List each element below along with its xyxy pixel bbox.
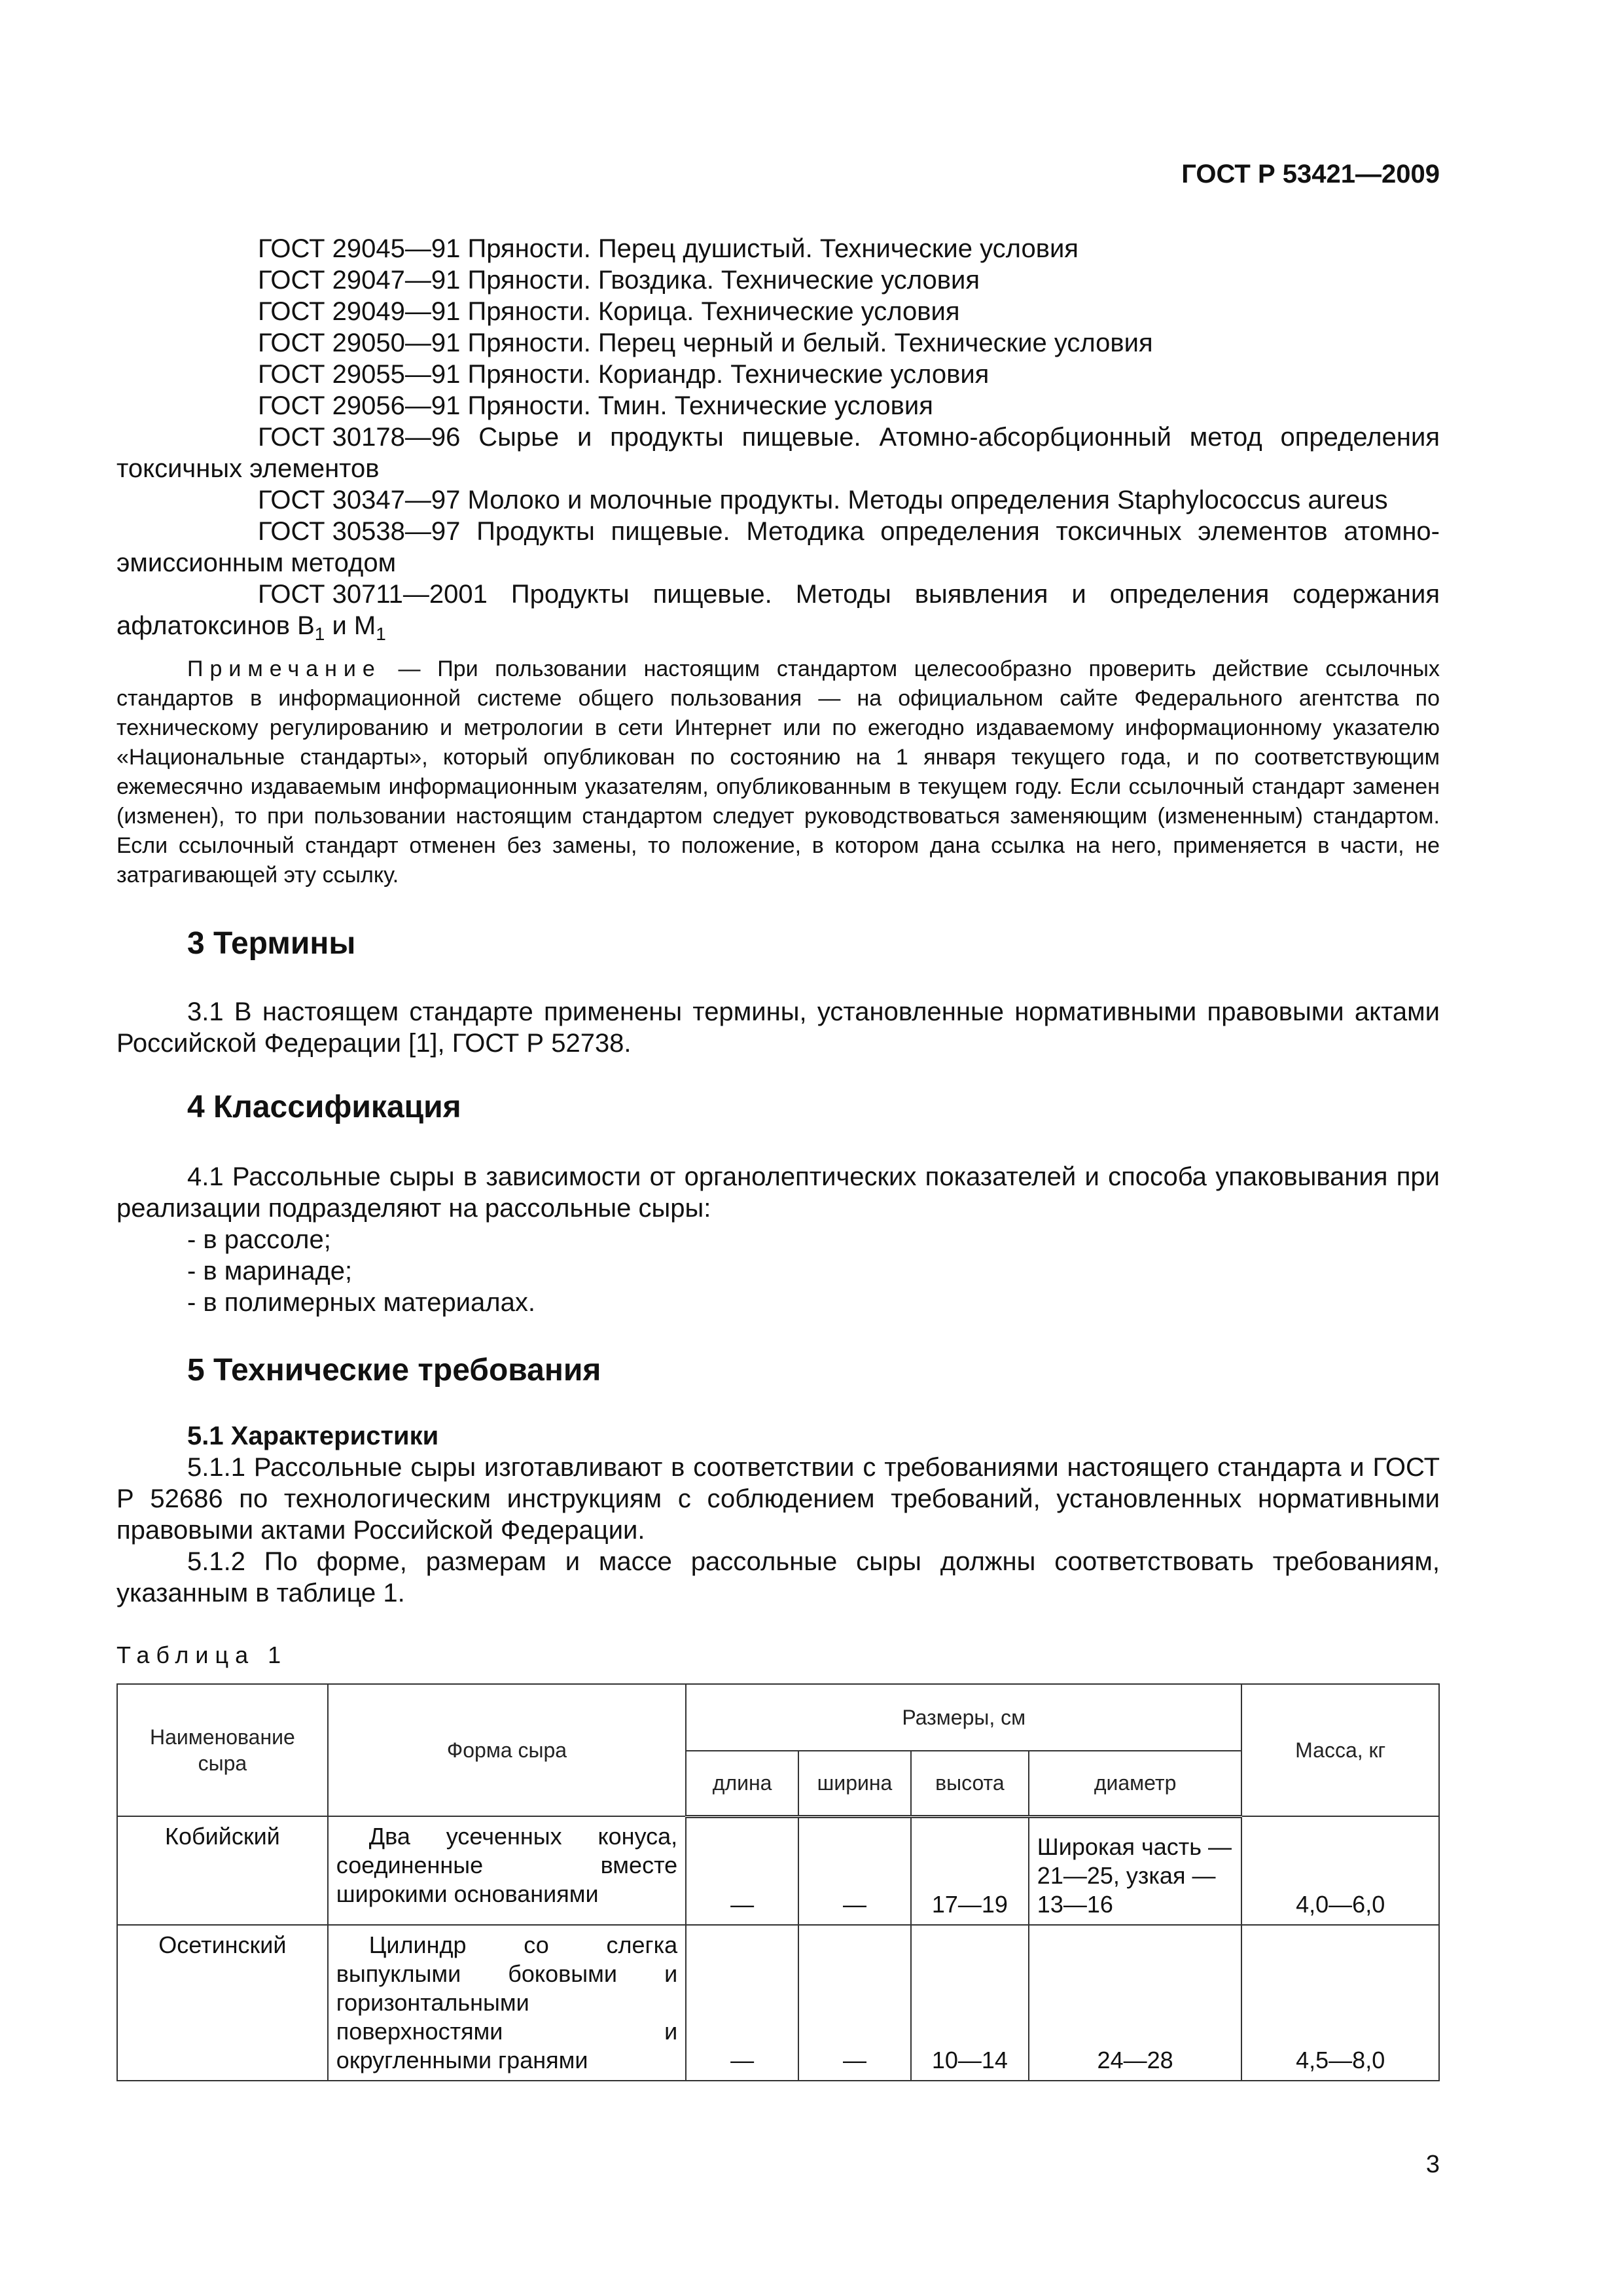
paragraph-5-1-2: 5.1.2 По форме, размерам и массе рассольные сыры должны соответствовать требованиям, указанным в таблице 1. [116, 1547, 1440, 1607]
cell-shape: Два усеченных конуса, соединенные вместе широкими основаниями [328, 1816, 686, 1925]
list-item: - в полимерных материалах. [187, 1288, 535, 1317]
header-cheese-shape: Форма сыра [328, 1684, 686, 1816]
cell-width: — [798, 1925, 911, 2081]
paragraph-4-1: 4.1 Рассольные сыры в зависимости от органолептических показателей и способа упаковывания при реализации подразделяют на рассольные сыры: [116, 1162, 1440, 1223]
note-text: — При пользовании настоящим стандартом целесообразно проверить действие ссылочных стандартов в информационной системе общего пользования — на официальном сайте Федерального агентства по техническому регулированию и метрологии в сети Интернет или по ежегодно издаваемому информационному указателю «Национальные стандарты», который опубликован по состоянию на 1 января текущего года, и по соответствующим ежемесячно издаваемым информационным указателям, опубликованным в текущем году. Если ссылочный стандарт заменен (изменен), то при пользовании настоящим стандартом следует руководствоваться заменяющим (измененным) стандартом. Если ссылочный стандарт отменен без замены, то положение, в котором дана ссылка на него, применяется в части, не затрагивающей эту ссылку. [116, 656, 1440, 888]
cell-height: 10—14 [911, 1925, 1029, 2081]
section-4-heading: 4 Классификация [187, 1090, 461, 1124]
reference-title: Пряности. Корица. Технические условия [467, 297, 960, 326]
cell-diameter: Широкая часть — 21—25, узкая — 13—16 [1029, 1816, 1242, 1925]
reference-title: Пряности. Перец черный и белый. Технические условия [467, 329, 1153, 357]
section-3-body [116, 996, 1440, 1059]
header-length: длина [686, 1751, 798, 1816]
table-row [117, 1816, 1439, 1925]
cell-shape: Цилиндр со слегка выпуклыми боковыми и горизонтальными поверхностями и округленными гранями [328, 1925, 686, 2081]
reference-title: Продукты пищевые. Методика определения токсичных элементов атомно-эмиссионным методом [116, 517, 1440, 577]
reference-item [116, 516, 1440, 579]
header-height: высота [911, 1751, 1029, 1816]
header-mass: Масса, кг [1241, 1684, 1439, 1816]
reference-item [116, 390, 1440, 422]
header-cheese-name: Наименование сыра [117, 1684, 328, 1816]
reference-title: Пряности. Перец душистый. Технические условия [467, 234, 1079, 263]
cell-name: Кобийский [117, 1816, 328, 1925]
normative-references-list [116, 233, 1440, 650]
table-caption: Таблица 1 [116, 1641, 288, 1668]
reference-item [116, 296, 1440, 327]
document-header-id: ГОСТ Р 53421—2009 [1181, 160, 1440, 188]
header-diameter: диаметр [1029, 1751, 1242, 1816]
subsection-5-1-heading: 5.1 Характеристики [187, 1422, 439, 1450]
reference-code: ГОСТ 30538—97 [258, 517, 461, 546]
note-label: Примечание [187, 656, 382, 681]
reference-code: ГОСТ 30347—97 [258, 486, 461, 514]
cell-length: — [686, 1925, 798, 2081]
reference-code: ГОСТ 29049—91 [258, 297, 461, 326]
cell-diameter: 24—28 [1029, 1925, 1242, 2081]
table-row [117, 1925, 1439, 2081]
reference-title: Молоко и молочные продукты. Методы определения Staphylococcus aureus [467, 486, 1388, 514]
reference-code: ГОСТ 30711—2001 [258, 580, 488, 609]
reference-item [116, 579, 1440, 650]
reference-item [116, 264, 1440, 296]
reference-title: Пряности. Кориандр. Технические условия [467, 360, 990, 389]
reference-title: Пряности. Гвоздика. Технические условия [467, 266, 980, 295]
reference-title: Продукты пищевые. Методы выявления и определения содержания афлатоксинов $B_1$ и $M_1$ [116, 580, 1440, 644]
cell-mass: 4,0—6,0 [1241, 1816, 1439, 1925]
cell-mass: 4,5—8,0 [1241, 1925, 1439, 2081]
reference-code: ГОСТ 29050—91 [258, 329, 461, 357]
reference-title: Сырье и продукты пищевые. Атомно-абсорбционный метод определения токсичных элементов [116, 423, 1440, 483]
section-4-body [116, 1161, 1440, 1318]
cell-name: Осетинский [117, 1925, 328, 2081]
reference-item [116, 484, 1440, 516]
references-note [116, 655, 1440, 890]
paragraph-5-1-1: 5.1.1 Рассольные сыры изготавливают в соответствии с требованиями настоящего стандарта и ГОСТ Р 52686 по технологическим инструкциям с соблюдением требований, установленных нормативными правовыми актами Российской Федерации. [116, 1453, 1440, 1545]
cell-height: 17—19 [911, 1816, 1029, 1925]
cell-length: — [686, 1816, 798, 1925]
paragraph-3-1: 3.1 В настоящем стандарте применены термины, установленные нормативными правовыми актами Российской Федерации [1], ГОСТ Р 52738. [116, 997, 1440, 1058]
cheese-spec-table [116, 1683, 1440, 2081]
reference-item [116, 422, 1440, 484]
list-item: - в маринаде; [187, 1257, 353, 1285]
header-width: ширина [798, 1751, 911, 1816]
section-5-body [116, 1420, 1440, 1609]
page-number: 3 [1425, 2151, 1440, 2178]
section-3-heading: 3 Термины [187, 926, 356, 961]
reference-code: ГОСТ 29056—91 [258, 391, 461, 420]
reference-item [116, 359, 1440, 390]
reference-item [116, 327, 1440, 359]
reference-title: Пряности. Тмин. Технические условия [467, 391, 933, 420]
reference-code: ГОСТ 29045—91 [258, 234, 461, 263]
cell-width: — [798, 1816, 911, 1925]
reference-item [116, 233, 1440, 264]
section-5-heading: 5 Технические требования [187, 1353, 601, 1388]
reference-code: ГОСТ 29047—91 [258, 266, 461, 295]
header-sizes: Размеры, см [686, 1684, 1241, 1751]
list-item: - в рассоле; [187, 1225, 331, 1254]
reference-code: ГОСТ 30178—96 [258, 423, 461, 452]
reference-code: ГОСТ 29055—91 [258, 360, 461, 389]
